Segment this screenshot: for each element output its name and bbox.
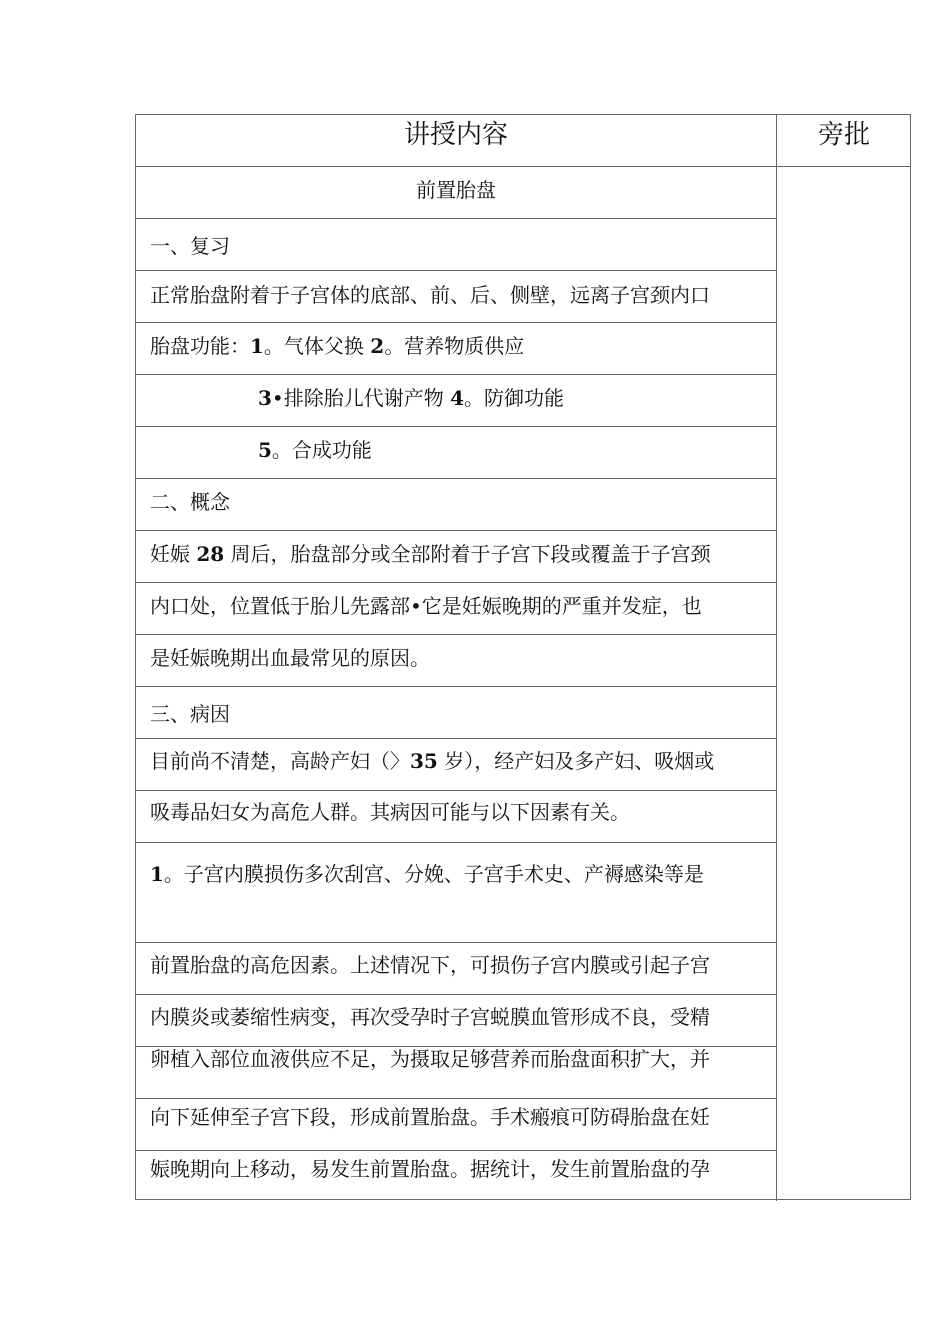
table-row [136, 1047, 776, 1099]
body-text: 3•排除胎儿代谢产物 4。防御功能 [258, 386, 564, 410]
table-row [136, 995, 776, 1047]
body-text: 1。子宫内膜损伤多次刮宫、分娩、子宫手术史、产褥感染等是 [150, 862, 704, 886]
body-text: 胎盘功能：1。气体父换 2。营养物质供应 [150, 334, 525, 358]
table-row [136, 219, 776, 271]
body-text: 娠晚期向上移动，易发生前置胎盘。据统计，发生前置胎盘的孕 [150, 1157, 710, 1181]
body-text: 前置胎盘的高危因素。上述情况下，可损伤子宫内膜或引起子宫 [150, 953, 710, 977]
table-row [136, 739, 776, 791]
table-row [136, 687, 776, 739]
body-text: 妊娠 28 周后，胎盘部分或全部附着于子宫下段或覆盖于子宫颈 [150, 542, 711, 566]
header-lecture-content: 讲授内容 [136, 115, 776, 167]
heading-concept: 二、概念 [150, 490, 230, 514]
body-text: 吸毒品妇女为高危人群。其病因可能与以下因素有关。 [150, 800, 630, 824]
table-row [136, 583, 776, 635]
lesson-table [135, 114, 911, 1200]
table-row [136, 167, 776, 219]
table-row [136, 323, 776, 375]
body-text: 内口处，位置低于胎儿先露部•它是妊娠晚期的严重并发症，也 [150, 594, 702, 618]
body-text: 内膜炎或萎缩性病变，再次受孕时子宫蜕膜血管形成不良，受精 [150, 1005, 710, 1029]
body-text: 卵植入部位血液供应不足，为摄取足够营养而胎盘面积扩大，并 [150, 1047, 710, 1071]
table-row [136, 943, 776, 995]
body-text: 目前尚不清楚，高龄产妇（〉35 岁），经产妇及多产妇、吸烟或 [150, 749, 715, 773]
heading-review: 一、复习 [150, 234, 230, 258]
table-row [136, 635, 776, 687]
table-row [136, 1151, 776, 1201]
heading-etiology: 三、病因 [150, 702, 230, 726]
table-row [136, 427, 776, 479]
table-row [136, 1099, 776, 1151]
body-text: 是妊娠晚期出血最常见的原因。 [150, 646, 430, 670]
header-side-notes: 旁批 [777, 115, 911, 167]
table-row [136, 531, 776, 583]
table-row [136, 843, 776, 943]
body-text: 向下延伸至子宫下段，形成前置胎盘。手术瘢痕可防碍胎盘在妊 [150, 1105, 710, 1129]
table-row [136, 271, 776, 323]
table-row [136, 791, 776, 843]
table-row [136, 375, 776, 427]
body-text: 5。合成功能 [258, 438, 372, 462]
table-row [136, 479, 776, 531]
section-title: 前置胎盘 [416, 178, 496, 202]
body-text: 正常胎盘附着于子宫体的底部、前、后、侧壁，远离子宫颈内口 [150, 283, 710, 307]
column-divider [776, 115, 777, 1201]
